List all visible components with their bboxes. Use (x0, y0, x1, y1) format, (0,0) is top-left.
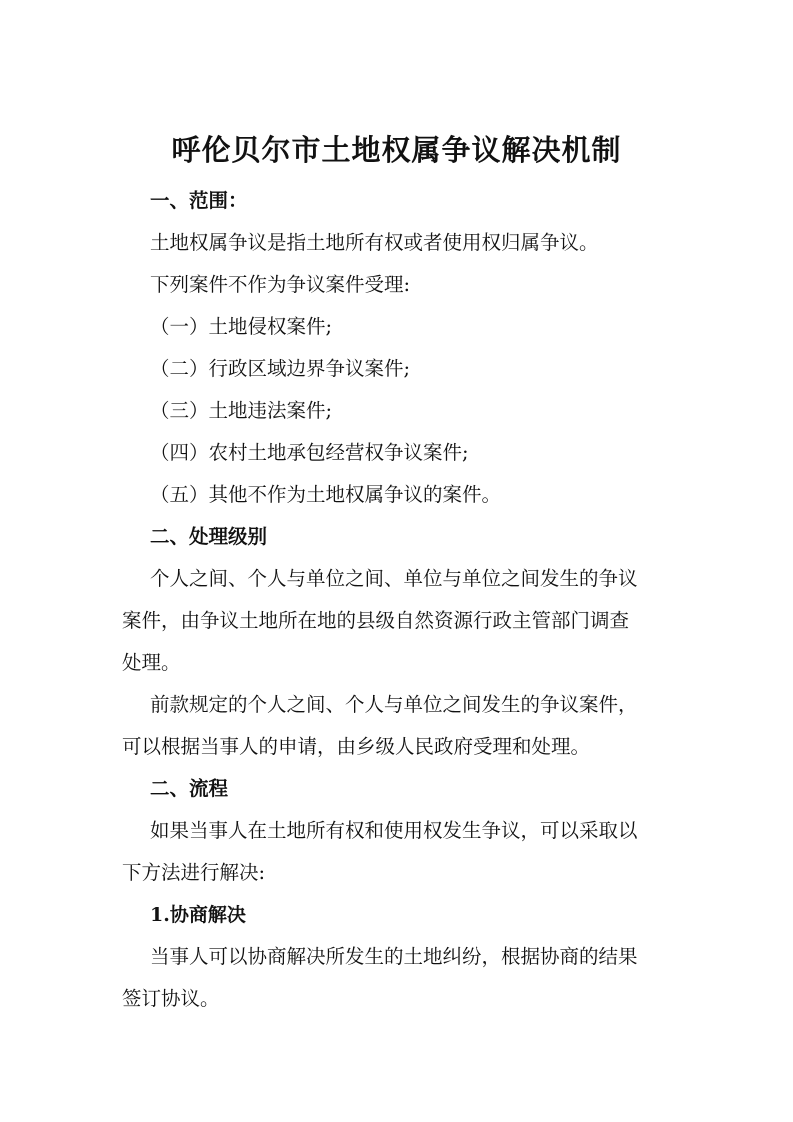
document-title: 呼伦贝尔市土地权属争议解决机制 (171, 133, 622, 167)
negotiation-line: 签订协议。 (122, 987, 220, 1010)
level-paragraph-1-line: 个人之间、个人与单位之间、单位与单位之间发生的争议 (150, 567, 638, 590)
subheading-negotiation: 1.协商解决 (150, 904, 246, 926)
scope-definition: 土地权属争议是指土地所有权或者使用权归属争议。 (150, 231, 599, 254)
document-body (122, 180, 674, 1020)
negotiation-line: 当事人可以协商解决所发生的土地纠纷，根据协商的结果 (150, 945, 638, 968)
section-heading-process: 二、流程 (150, 777, 229, 800)
process-intro-line: 下方法进行解决: (122, 861, 266, 884)
exclusion-item: （三）土地违法案件; (150, 399, 333, 422)
level-paragraph-2-line: 前款规定的个人之间、个人与单位之间发生的争议案件， (150, 693, 638, 716)
exclusion-intro: 下列案件不作为争议案件受理: (150, 273, 411, 296)
level-paragraph-2-line: 可以根据当事人的申请，由乡级人民政府受理和处理。 (122, 735, 591, 758)
level-paragraph-1-line: 处理。 (122, 651, 181, 674)
process-intro-line: 如果当事人在土地所有权和使用权发生争议，可以采取以 (150, 819, 638, 842)
level-paragraph-1-line: 案件，由争议土地所在地的县级自然资源行政主管部门调查 (122, 609, 630, 632)
exclusion-item: （五）其他不作为土地权属争议的案件。 (150, 483, 502, 506)
section-heading-scope: 一、范围： (150, 189, 248, 212)
section-heading-level: 二、处理级别 (150, 525, 268, 548)
exclusion-item: （四）农村土地承包经营权争议案件; (150, 441, 469, 464)
exclusion-item: （二）行政区域边界争议案件; (150, 357, 411, 380)
exclusion-item: （一）土地侵权案件; (150, 315, 333, 338)
